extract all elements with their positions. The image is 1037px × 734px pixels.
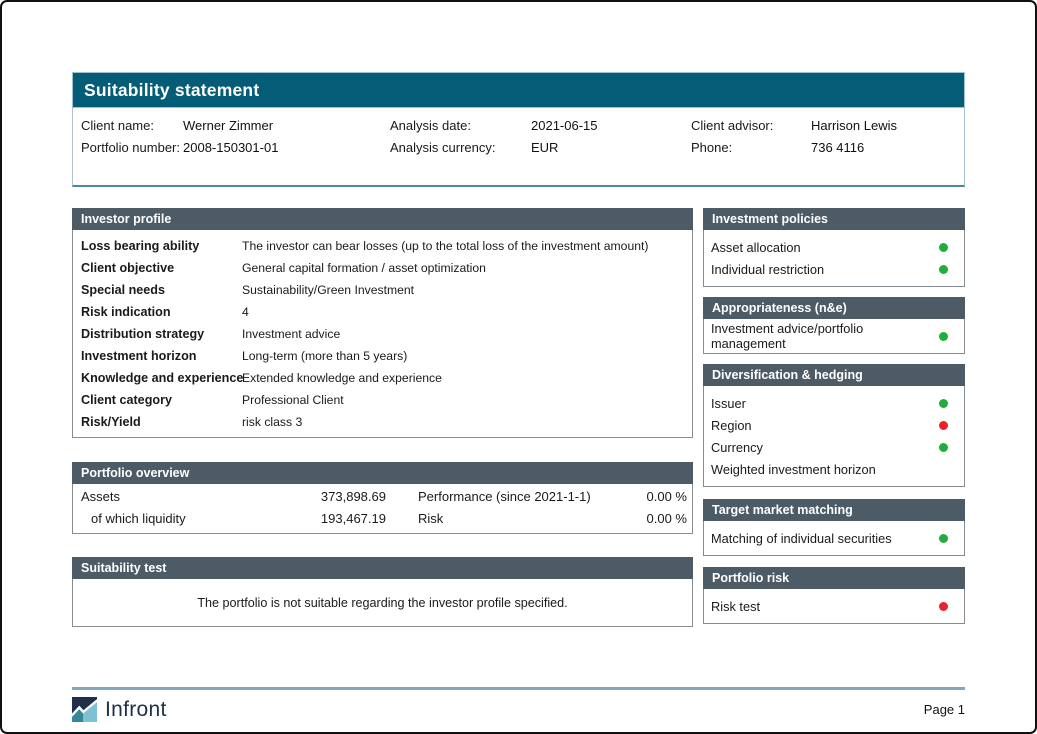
liquidity-label: of which liquidity [91, 511, 186, 526]
portfolio-risk-panel [703, 567, 965, 624]
investment-policies-panel [703, 208, 965, 287]
portfolio-overview-panel [72, 462, 693, 534]
profile-row [73, 411, 692, 433]
portfolio-risk-header: Portfolio risk [703, 567, 965, 589]
status-row-label: Investment advice/portfolio management [711, 321, 864, 351]
status-row [704, 436, 964, 458]
client-advisor-value: Harrison Lewis [811, 118, 897, 133]
portfolio-number-row [73, 137, 390, 159]
client-name-label: Client name: [81, 118, 154, 133]
status-row-label: Issuer [711, 395, 746, 411]
diversification-hedging-panel [703, 364, 965, 487]
profile-row-value: Investment advice [242, 327, 341, 341]
status-row-label: Currency [711, 439, 763, 455]
client-name-row [73, 115, 390, 137]
main-content [72, 208, 965, 627]
client-info-group-2 [390, 115, 691, 159]
profile-row-label: Loss bearing ability [81, 239, 200, 253]
profile-row [73, 279, 692, 301]
profile-row [73, 345, 692, 367]
status-row-label: Matching of individual securities [711, 530, 892, 546]
infront-logo-icon [72, 697, 97, 722]
analysis-currency-label: Analysis currency: [390, 140, 496, 155]
analysis-date-row [390, 115, 691, 137]
status-dot-icon [939, 265, 948, 274]
investment-policies-header: Investment policies [703, 208, 965, 230]
client-info-group-3 [691, 115, 964, 159]
liquidity-row [73, 508, 692, 530]
profile-row [73, 323, 692, 345]
risk-label: Risk [418, 511, 444, 526]
status-row-label: Weighted investment horizon [711, 461, 876, 477]
infront-wordmark: Infront [105, 697, 167, 721]
status-row-label: Asset allocation [711, 239, 801, 255]
profile-row-label: Investment horizon [81, 349, 197, 363]
portfolio-overview-header: Portfolio overview [72, 462, 693, 484]
profile-row-label: Client objective [81, 261, 175, 275]
investor-profile-body [72, 230, 693, 438]
suitability-test-panel [72, 557, 693, 627]
left-column [72, 208, 693, 627]
status-row [704, 414, 964, 436]
page-content [2, 2, 1035, 722]
status-dot-icon [939, 421, 948, 430]
assets-label: Assets [81, 489, 121, 504]
suitability-test-message: The portfolio is not suitable regarding the investor profile specified. [197, 595, 568, 610]
liquidity-value: 193,467.19 [320, 511, 386, 526]
profile-row-value: Sustainability/Green Investment [242, 283, 415, 297]
status-dot-icon [939, 332, 948, 341]
profile-row [73, 235, 692, 257]
profile-row-value: The investor can bear losses (up to the total loss of the investment amount) [242, 239, 649, 253]
profile-row-value: Professional Client [242, 393, 344, 407]
status-dot-icon [939, 243, 948, 252]
status-dot-icon [939, 602, 948, 611]
client-name-value: Werner Zimmer [183, 118, 274, 133]
appropriateness-panel [703, 297, 965, 354]
status-row [704, 458, 964, 480]
analysis-date-value: 2021-06-15 [531, 118, 598, 133]
status-dot-icon [939, 399, 948, 408]
client-advisor-label: Client advisor: [691, 118, 774, 133]
profile-row-value: General capital formation / asset optimization [242, 261, 486, 275]
diversification-hedging-header: Diversification & hedging [703, 364, 965, 386]
phone-label: Phone: [691, 140, 733, 155]
profile-row-value: risk class 3 [242, 415, 303, 429]
profile-row-label: Distribution strategy [81, 327, 205, 341]
client-advisor-row [691, 115, 964, 137]
profile-row-value: Long-term (more than 5 years) [242, 349, 408, 363]
page-number: Page 1 [923, 702, 965, 717]
status-row-label: Risk test [711, 598, 761, 614]
appropriateness-header: Appropriateness (n&e) [703, 297, 965, 319]
profile-row-label: Client category [81, 393, 172, 407]
client-info-group-1 [73, 115, 390, 159]
phone-row [691, 137, 964, 159]
investor-profile-header: Investor profile [72, 208, 693, 230]
suitability-test-body [72, 579, 693, 627]
target-market-matching-panel [703, 499, 965, 556]
target-market-matching-header: Target market matching [703, 499, 965, 521]
status-row [704, 236, 964, 258]
investor-profile-panel [72, 208, 693, 438]
page-title: Suitability statement [84, 79, 260, 100]
analysis-date-label: Analysis date: [390, 118, 471, 133]
suitability-test-header: Suitability test [72, 557, 693, 579]
footer [72, 697, 965, 722]
portfolio-number-label: Portfolio number: [81, 140, 180, 155]
header-section [72, 72, 965, 187]
risk-value: 0.00 % [646, 511, 687, 526]
status-row [704, 595, 964, 617]
portfolio-number-value: 2008-150301-01 [183, 140, 279, 155]
status-row [704, 392, 964, 414]
profile-row [73, 389, 692, 411]
right-column [703, 208, 965, 627]
phone-value: 736 4116 [811, 140, 865, 155]
status-row [704, 527, 964, 549]
status-row-label: Individual restriction [711, 261, 825, 277]
profile-row-label: Risk/Yield [81, 415, 141, 429]
status-row [704, 258, 964, 280]
profile-row-label: Risk indication [81, 305, 171, 319]
profile-row [73, 257, 692, 279]
infront-logo [72, 697, 167, 722]
client-info [73, 115, 964, 159]
status-row-label: Region [711, 417, 752, 433]
profile-row-label: Special needs [81, 283, 165, 297]
analysis-currency-value: EUR [531, 140, 559, 155]
profile-row-value: 4 [242, 305, 249, 319]
assets-value: 373,898.69 [320, 489, 386, 504]
profile-row-value: Extended knowledge and experience [242, 371, 442, 385]
status-dot-icon [939, 443, 948, 452]
performance-value: 0.00 % [646, 489, 687, 504]
status-dot-icon [939, 534, 948, 543]
profile-row-label: Knowledge and experience [81, 371, 244, 385]
assets-row [73, 486, 692, 508]
footer-divider [72, 687, 965, 690]
profile-row [73, 367, 692, 389]
title-bar [72, 72, 965, 108]
portfolio-overview-body [72, 484, 693, 534]
profile-row [73, 301, 692, 323]
analysis-currency-row [390, 137, 691, 159]
status-row [704, 321, 964, 351]
performance-label: Performance (since 2021-1-1) [418, 489, 591, 504]
